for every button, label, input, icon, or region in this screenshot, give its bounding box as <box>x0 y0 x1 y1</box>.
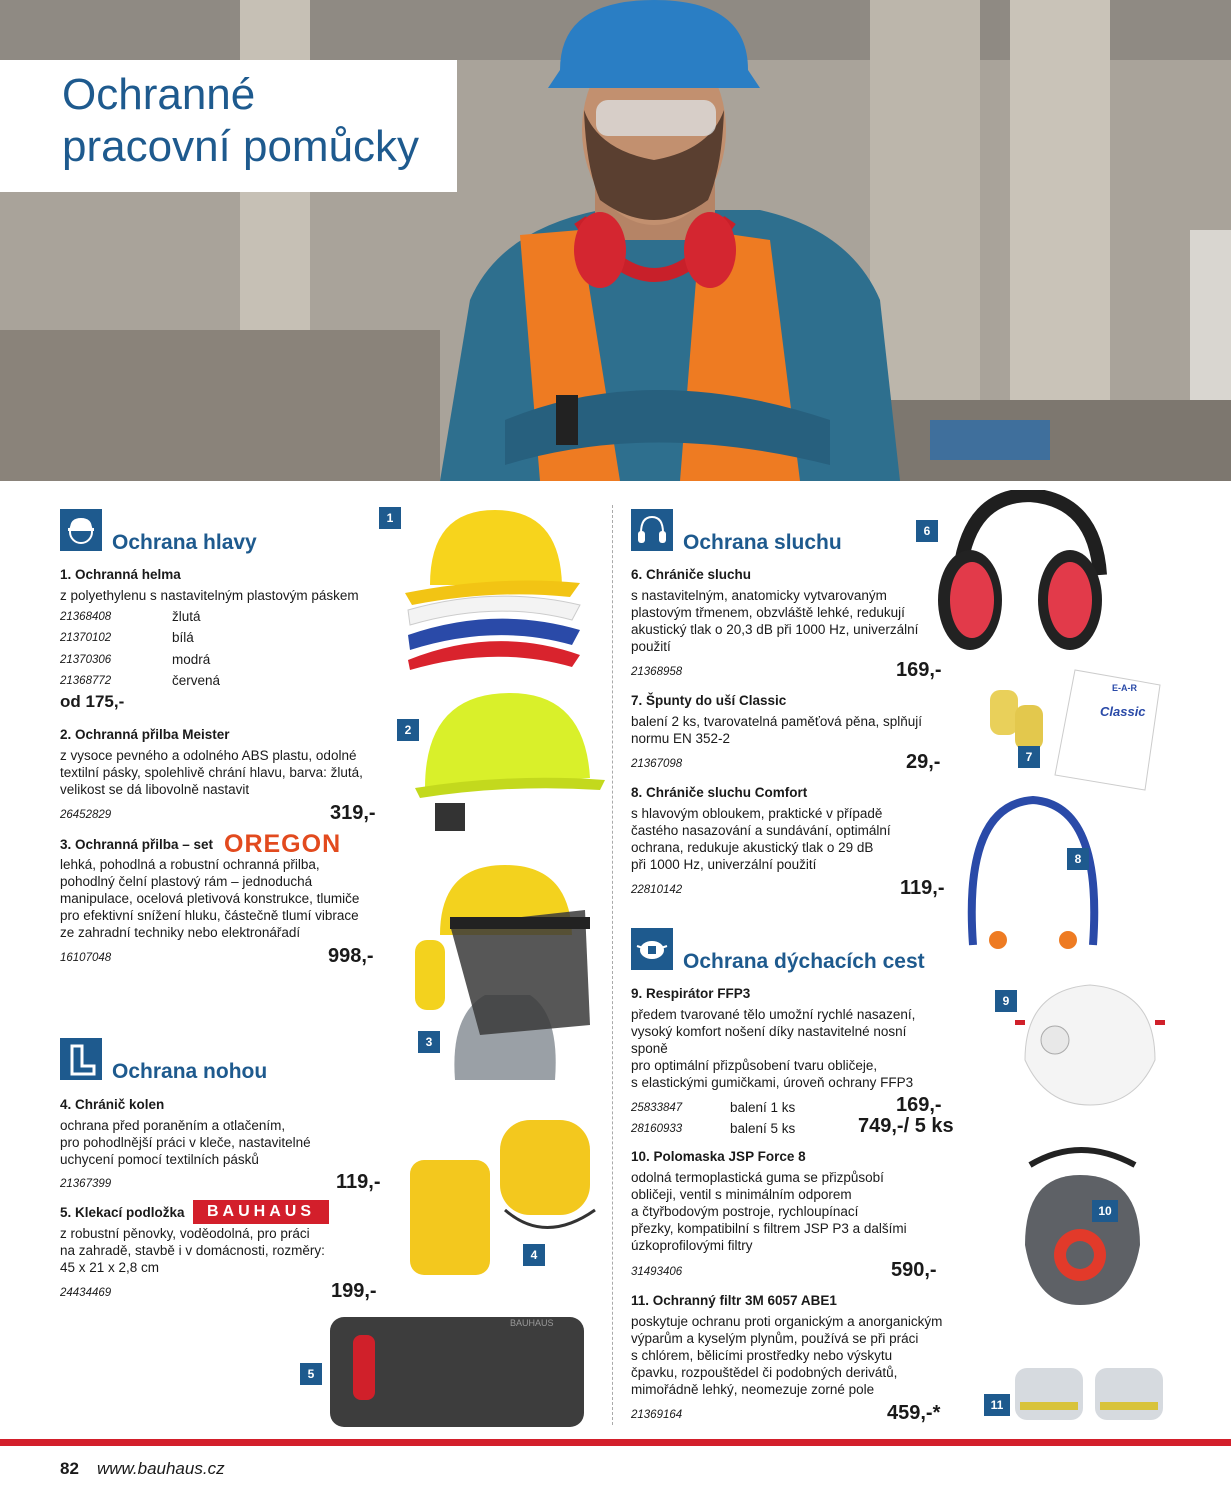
helmet-icon <box>60 509 102 551</box>
p6-desc-1: s nastavitelným, anatomicky vytvarovaným <box>631 588 887 603</box>
boot-icon <box>60 1038 102 1080</box>
badge-1: 1 <box>379 507 401 529</box>
badge-8: 8 <box>1067 848 1089 870</box>
section-title-breathing: Ochrana dýchacích cest <box>683 950 925 973</box>
badge-11: 11 <box>984 1394 1010 1416</box>
p7-desc-2: normu EN 352-2 <box>631 731 731 746</box>
p9-desc-1: předem tvarované tělo umožní rychlé nasazení, <box>631 1007 916 1022</box>
p2-title: 2. Ochranná přilba Meister <box>60 727 230 742</box>
section-head <box>60 505 257 555</box>
p8-price: 119,- <box>900 877 945 899</box>
title-box <box>0 60 457 192</box>
badge-2: 2 <box>397 719 419 741</box>
p11-desc-1: poskytuje ochranu proti organickým a anorganickým <box>631 1314 943 1329</box>
bauhaus-logo: BAUHAUS <box>193 1200 329 1224</box>
p8-desc-4: při 1000 Hz, univerzální použití <box>631 857 817 872</box>
p1-desc: z polyethylenu s nastavitelným plastovým páskem <box>60 588 359 603</box>
p8-desc-3: ochrana, redukuje akustický tlak o 29 dB <box>631 840 874 855</box>
p4-code: 21367399 <box>60 1178 112 1190</box>
section-title-feet: Ochrana nohou <box>112 1060 268 1083</box>
p10-desc-5: úzkoprofilovými filtry <box>631 1238 753 1253</box>
p4-title: 4. Chránič kolen <box>60 1097 165 1112</box>
p10-desc-4: přezky, kompatibilní s filtrem JSP P3 a dalšími <box>631 1221 907 1236</box>
p7-desc-1: balení 2 ks, tvarovatelná paměťová pěna, splňují <box>631 714 922 729</box>
p4-desc-1: ochrana před poraněním a otlačením, <box>60 1118 286 1133</box>
p5-code: 24434469 <box>60 1287 112 1299</box>
p10-price: 590,- <box>891 1259 937 1281</box>
footer-line <box>0 1439 1231 1446</box>
p2-code: 26452829 <box>60 809 112 821</box>
p1-code-2: 21370102 <box>60 632 112 644</box>
p11-desc-5: mimořádně lehký, neomezuje zorné pole <box>631 1382 875 1397</box>
column-divider <box>612 505 613 1425</box>
badge-4: 4 <box>523 1244 545 1266</box>
p2-desc-3: velikost se dá libovolně nastavit <box>60 782 250 797</box>
p8-code: 22810142 <box>631 884 683 896</box>
knee-pads-image <box>405 1115 605 1280</box>
half-mask-image <box>1005 1135 1160 1335</box>
p11-desc-3: s chlórem, bělicími prostředky nebo výskytu <box>631 1348 893 1363</box>
p1-price: od 175,- <box>60 692 125 711</box>
badge-10: 10 <box>1092 1200 1118 1222</box>
section-breathing <box>631 924 925 974</box>
badge-3: 3 <box>418 1031 440 1053</box>
p11-code: 21369164 <box>631 1409 683 1421</box>
p11-price: 459,-* <box>887 1402 941 1424</box>
p2-desc-2: textilní pásky, spolehlivě chrání hlavu, barva: žlutá, <box>60 765 363 780</box>
p6-desc-3: akustický tlak o 20,3 dB při 1000 Hz, univerzální <box>631 622 919 637</box>
p6-desc-2: plastovým třmenem, obzvláště lehké, redukují <box>631 605 905 620</box>
p10-desc-1: odolná termoplastická guma se přizpůsobí <box>631 1170 884 1185</box>
p6-desc-4: použití <box>631 639 671 654</box>
p1-code-1: 21368408 <box>60 611 112 623</box>
p1-color-2: bílá <box>172 630 194 645</box>
page-title-line1: Ochranné <box>62 70 256 119</box>
p2-price: 319,- <box>330 802 376 824</box>
p3-desc-2: pohodlný čelní plastový rám – jednoduchá <box>60 874 313 889</box>
p6-price: 169,- <box>896 659 942 681</box>
p9-code-1: 25833847 <box>631 1102 683 1114</box>
p8-title: 8. Chrániče sluchu Comfort <box>631 785 808 800</box>
p3-desc-3: manipulace, ocelová pletivová konstrukce, tlumiče <box>60 891 360 906</box>
section-title-head: Ochrana hlavy <box>112 531 257 554</box>
helmets-image <box>400 505 590 675</box>
section-hearing <box>631 505 842 555</box>
p9-pack-2: balení 5 ks <box>730 1121 796 1136</box>
p5-price: 199,- <box>331 1280 377 1302</box>
p9-desc-5: s elastickými gumičkami, úroveň ochrany FFP3 <box>631 1075 914 1090</box>
p1-color-1: žlutá <box>172 609 201 624</box>
p3-desc-5: ze zahradní techniky nebo elektronářadí <box>60 925 301 940</box>
p11-desc-2: výparům a kyselým plynům, používá se při práci <box>631 1331 919 1346</box>
oregon-logo: OREGON <box>224 830 342 858</box>
p4-desc-2: pro pohodlnější práci v kleče, nastavitelné <box>60 1135 311 1150</box>
p3-desc-1: lehká, pohodlná a robustní ochranná přilba, <box>60 857 320 872</box>
p9-pack-1: balení 1 ks <box>730 1100 796 1115</box>
respirator-image <box>1015 980 1165 1110</box>
page-title-line2: pracovní pomůcky <box>62 122 420 171</box>
p10-desc-2: obličeji, ventil s minimálním odporem <box>631 1187 852 1202</box>
p4-desc-3: uchycení pomocí textilních pásků <box>60 1152 259 1167</box>
p1-code-4: 21368772 <box>60 675 112 687</box>
earplugs-brand-label: E-A-R <box>1112 683 1137 693</box>
p10-desc-3: a čtyřbodovým postroje, rychloupínací <box>631 1204 859 1219</box>
p5-title: 5. Klekací podložka <box>60 1205 185 1220</box>
p3-desc-4: pro efektivní snížení hluku, částečně tlumí vibrace <box>60 908 359 923</box>
p7-title: 7. Špunty do uší Classic <box>631 693 787 708</box>
earplug-band-image <box>958 795 1108 955</box>
earplugs-image <box>985 660 1170 795</box>
badge-9: 9 <box>995 990 1017 1012</box>
badge-5: 5 <box>300 1363 322 1385</box>
p7-code: 21367098 <box>631 758 683 770</box>
p9-price-1: 169,- <box>896 1094 942 1116</box>
p9-desc-2: vysoký komfort nošení díky nastavitelné nosní <box>631 1024 907 1039</box>
p3-code: 16107048 <box>60 952 112 964</box>
p4-price: 119,- <box>336 1171 381 1193</box>
p9-price-2: 749,-/ 5 ks <box>858 1115 954 1137</box>
p1-color-4: červená <box>172 673 221 688</box>
badge-6: 6 <box>916 520 938 542</box>
p1-code-3: 21370306 <box>60 654 112 666</box>
p7-price: 29,- <box>906 751 941 773</box>
p9-code-2: 28160933 <box>631 1123 683 1135</box>
section-title-hearing: Ochrana sluchu <box>683 531 842 554</box>
page-number: 82 <box>60 1459 79 1478</box>
meister-helmet-image <box>415 688 605 833</box>
p2-desc-1: z vysoce pevného a odolného ABS plastu, odolné <box>60 748 357 763</box>
kneeling-mat-image <box>328 1315 588 1430</box>
mat-brand-label: BAUHAUS <box>510 1318 554 1328</box>
p3-title: 3. Ochranná přilba – set <box>60 837 214 852</box>
p1-title: 1. Ochranná helma <box>60 567 181 582</box>
p5-desc-2: na zahradě, stavbě i v domácnosti, rozměry: <box>60 1243 325 1258</box>
p11-desc-4: čpavku, rozpouštědel či podobných derivátů, <box>631 1365 898 1380</box>
p5-desc-1: z robustní pěnovky, voděodolná, pro práci <box>60 1226 310 1241</box>
p10-title: 10. Polomaska JSP Force 8 <box>631 1149 806 1164</box>
badge-7: 7 <box>1018 746 1040 768</box>
section-feet <box>60 1034 267 1084</box>
p3-price: 998,- <box>328 945 374 967</box>
earmuff-icon <box>631 509 673 551</box>
p8-desc-1: s hlavovým obloukem, praktické v případě <box>631 806 883 821</box>
mask-icon <box>631 928 673 970</box>
earmuffs-image <box>930 490 1110 660</box>
p11-title: 11. Ochranný filtr 3M 6057 ABE1 <box>631 1293 837 1308</box>
p10-code: 31493406 <box>631 1266 683 1278</box>
website-link[interactable]: www.bauhaus.cz <box>97 1459 225 1478</box>
p9-desc-4: pro optimální přizpůsobení tvaru obličeje, <box>631 1058 878 1073</box>
p9-title: 9. Respirátor FFP3 <box>631 986 751 1001</box>
earplugs-box-label: Classic <box>1100 704 1146 719</box>
p1-color-3: modrá <box>172 652 211 667</box>
p8-desc-2: častého nasazování a sundávání, optimální <box>631 823 891 838</box>
p6-title: 6. Chrániče sluchu <box>631 567 752 582</box>
filters-image <box>1010 1360 1170 1425</box>
p5-desc-3: 45 x 21 x 2,8 cm <box>60 1260 160 1275</box>
p6-code: 21368958 <box>631 666 683 678</box>
p9-desc-3: sponě <box>631 1041 668 1056</box>
